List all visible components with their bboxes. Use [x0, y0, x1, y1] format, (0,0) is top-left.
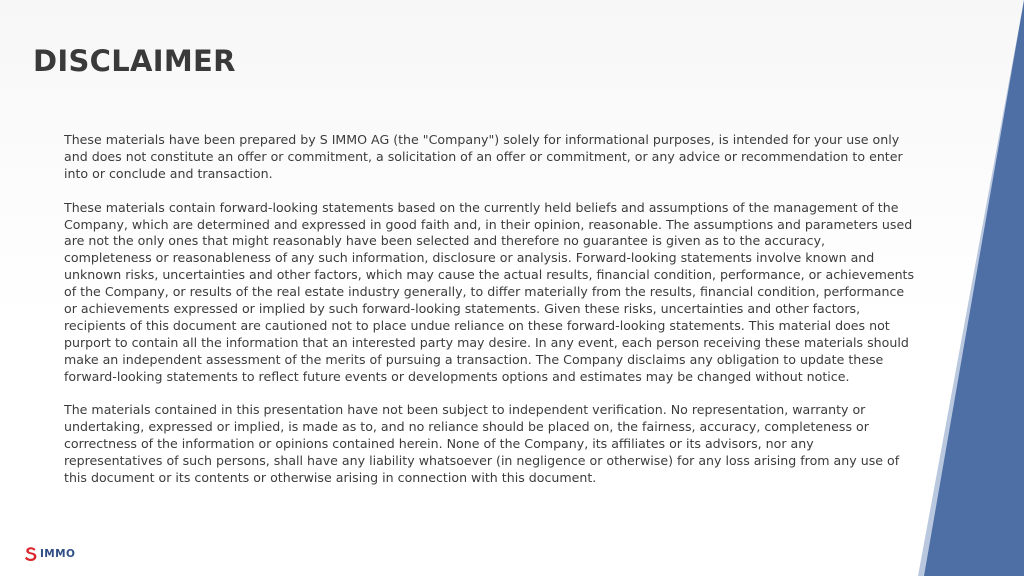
- company-logo: [24, 545, 75, 563]
- paragraph-verification: The materials contained in this presentation have not been subject to independent verification. No representation, warranty or undertaking, expressed or implied, is made as to, and no reliance should be placed on, the fairness, accuracy, completeness or correctness of the information or opinions contained herein. None of the Company, its affiliates or its advisors, nor any representatives of such persons, shall have any liability whatsoever (in negligence or otherwise) for any loss arising from any use of this document or its contents or otherwise arising in connection with this document.: [64, 402, 900, 486]
- side-band-dark: [924, 0, 1024, 576]
- paragraph-forward-looking: These materials contain forward-looking statements based on the currently held beliefs and assumptions of the management of the Company, which are determined and expressed in good faith and, in their opinion, reasonable. The assumptions and parameters used are not the only ones that might reasonably have been selected and therefore no guarantee is given as to the accuracy, completeness or reasonableness of any such information, disclosure or analysis. Forward-looking statements involve known and unknown risks, uncertainties and other factors, which may cause the actual results, financial condition, performance, or achievements of the Company, or results of the real estate industry generally, to differ materially from the results, financial condition, performance or achievements expressed or implied by such forward-looking statements. Given these risks, uncertainties and other factors, recipients of this document are cautioned not to place undue reliance on these forward-looking statements. This material does not purport to contain all the information that an interested party may desire. In any event, each person receiving these materials should make an independent assessment of the merits of pursuing a transaction. The Company disclaims any obligation to update these forward-looking statements to reflect future events or developments options and estimates may be changed without notice.: [64, 199, 915, 384]
- paragraph-intro: These materials have been prepared by S IMMO AG (the "Company") solely for informational purposes, is intended for your use only and does not constitute an offer or commitment, a solicitation of an offer or commitment, or any advice or recommendation to enter into or conclude and transaction.: [64, 132, 903, 181]
- disclaimer-text: [64, 132, 916, 504]
- page-title: DISCLAIMER: [33, 44, 236, 78]
- side-band-light: [918, 0, 1024, 576]
- s-immo-logo-icon: [24, 546, 38, 562]
- logo-text: IMMO: [40, 548, 76, 560]
